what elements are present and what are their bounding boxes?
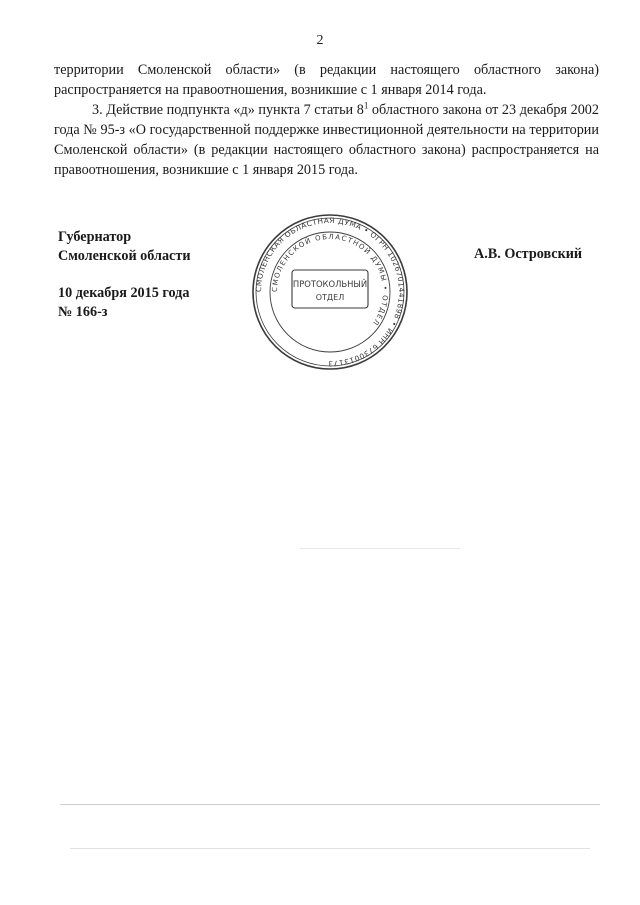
signatory-name: А.В. Островский [474,246,583,262]
official-seal [250,212,410,372]
scan-noise-line [300,548,460,549]
article-superscript: 1 [363,100,369,111]
paragraph-2-end: областного закона от 23 декабря 2002 года № 95-з «О государственной поддержке инвестиционной деятельности на территории Смоленской области» (в редакции настоящего областного закона) распространяется на правоотношения, возникшие с 1 января 2015 года. [54,102,599,178]
paragraph-2 [54,100,599,180]
signing-date: 10 декабря 2015 года [58,285,190,301]
region-title: Смоленской области [58,248,191,264]
page-number: 2 [316,33,324,48]
seal-inner-text: СМОЛЕНСКОЙ ОБЛАСТНОЙ ДУМЫ • ОТДЕЛ [270,232,390,328]
seal-outer-text: СМОЛЕНСКАЯ ОБЛАСТНАЯ ДУМА • ОГРН 1026701441898 • ИНН 6730013173 [253,215,407,369]
paragraph-2-start: 3. Действие подпункта «д» пункта 7 статьи 8 [92,102,364,118]
governor-title: Губернатор [58,229,132,245]
document-body [54,60,599,180]
seal-center-line-1: ПРОТОКОЛЬНЫЙ [292,279,368,289]
signature-block [58,228,191,322]
scan-noise-line [60,804,600,805]
law-number: № 166-з [58,304,108,320]
scan-noise-line [70,848,590,849]
seal-center-line-2: ОТДЕЛ [315,293,345,302]
paragraph-1: территории Смоленской области» (в редакции настоящего областного закона) распространяется на правоотношения, возникшие с 1 января 2014 года. [54,62,599,98]
